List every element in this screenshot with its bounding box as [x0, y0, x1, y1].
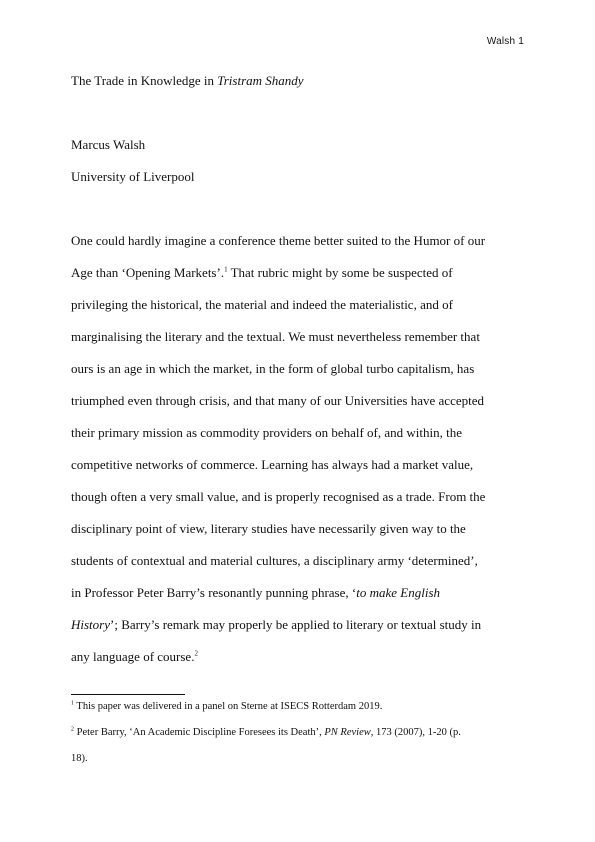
footnote-separator [71, 694, 185, 695]
title-work: Tristram Shandy [217, 73, 304, 88]
body-line: marginalising the literary and the textual. We must nevertheless remember that [71, 329, 480, 344]
footnote-2-continued: 18). [71, 753, 88, 764]
quoted-phrase: History [71, 617, 110, 632]
paper-title [71, 73, 304, 89]
footnote-ref-1[interactable]: 1 [224, 265, 228, 274]
author-name: Marcus Walsh [71, 137, 146, 152]
footnote-text: This paper was delivered in a panel on Sterne at ISECS Rotterdam 2019. [74, 701, 383, 712]
footnote-text: Peter Barry, ‘An Academic Discipline Foresees its Death’, [74, 727, 325, 738]
footnote-mark: 1 [71, 700, 74, 707]
title-prefix: The Trade in Knowledge in [71, 73, 218, 88]
footnote-text: , 173 (2007), 1-20 (p. [370, 727, 461, 738]
body-line: ours is an age in which the market, in the form of global turbo capitalism, has [71, 361, 475, 376]
body-line: One could hardly imagine a conference theme better suited to the Humor of our [71, 233, 486, 248]
body-line: privileging the historical, the material and indeed the materialistic, and of [71, 297, 453, 312]
running-head: Walsh 1 [486, 36, 524, 47]
body-line [71, 649, 198, 665]
footnote-mark: 2 [71, 726, 74, 733]
body-line: students of contextual and material cultures, a disciplinary army ‘determined’, [71, 553, 478, 568]
body-line: triumphed even through crisis, and that many of our Universities have accepted [71, 393, 484, 408]
body-text: ’; Barry’s remark may properly be applied to literary or textual study in [110, 617, 482, 632]
body-line [71, 265, 453, 281]
footnote-1 [71, 701, 382, 712]
body-line [71, 585, 440, 601]
journal-title: PN Review [324, 727, 371, 738]
author-affiliation: University of Liverpool [71, 169, 195, 184]
body-line: disciplinary point of view, literary studies have necessarily given way to the [71, 521, 466, 536]
body-line: their primary mission as commodity providers on behalf of, and within, the [71, 425, 463, 440]
quoted-phrase: to make English [356, 585, 440, 600]
body-line: though often a very small value, and is properly recognised as a trade. From the [71, 489, 486, 504]
body-text: Age than ‘Opening Markets’. [71, 265, 225, 280]
footnote-2 [71, 727, 461, 738]
footnote-ref-2[interactable]: 2 [194, 649, 198, 658]
body-text: in Professor Peter Barry’s resonantly punning phrase, ‘ [71, 585, 357, 600]
body-text: any language of course. [71, 649, 195, 664]
body-line: competitive networks of commerce. Learning has always had a market value, [71, 457, 474, 472]
body-text: That rubric might by some be suspected of [227, 265, 453, 280]
body-line [71, 617, 481, 633]
